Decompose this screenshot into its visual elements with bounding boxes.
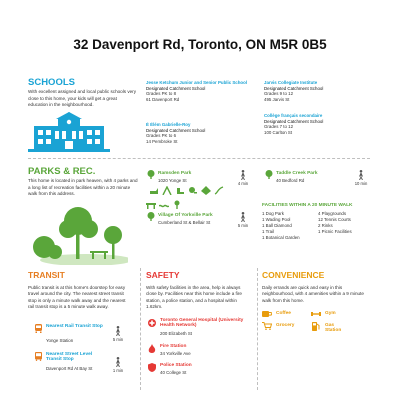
page-title: 32 Davenport Rd, Toronto, ON M5R 0B5	[73, 37, 327, 52]
amenity-name[interactable]: Gas Station	[325, 323, 342, 333]
facility-item: 4 Playgrounds	[318, 211, 347, 216]
school-designation: Designated Catchment School	[146, 85, 206, 91]
coffee-icon	[262, 310, 272, 318]
school-building-icon	[28, 112, 110, 152]
school-designation: Designated Catchment School	[264, 118, 324, 124]
school-address: 495 Jarvis St	[264, 96, 290, 102]
facility-item: 1 Botanical Garden	[262, 235, 300, 240]
school-name: Collège français secondaire	[264, 113, 323, 118]
walk-time	[236, 170, 250, 186]
walking-person-icon	[115, 357, 121, 367]
school-item	[146, 122, 264, 144]
facility-item: 1 Trail	[262, 229, 274, 234]
park-trees-icon	[28, 205, 128, 265]
park-name[interactable]: Taddle Creek Park	[276, 171, 318, 176]
safety-description: With safety facilities in the area, help is always close by. Facilities near this home include a fire station, a police station, and a hospital within 1.62km.	[146, 285, 242, 309]
transit-stop-name[interactable]: Nearest Street Level Transit Stop	[46, 352, 93, 362]
fire-station-icon	[148, 344, 156, 353]
school-address: 14 Pembroke St	[146, 138, 178, 144]
amenity-name[interactable]: Grocery	[276, 323, 295, 328]
safety-heading: SAFETY	[146, 270, 180, 280]
walk-time	[236, 212, 250, 228]
walk-time	[110, 326, 126, 342]
walk-time-label: 10 min	[354, 181, 368, 186]
facility-item: 2 Rinks	[318, 223, 333, 228]
tennis-icon	[188, 186, 198, 195]
section-divider	[28, 158, 370, 159]
facilities-list-left	[262, 211, 300, 241]
park-address: Cumberland St & Bellair St	[158, 220, 211, 225]
garden-icon	[172, 200, 182, 209]
walking-person-icon	[115, 326, 121, 336]
school-item	[146, 80, 264, 102]
column-divider	[140, 268, 141, 390]
amenity-name[interactable]: Gym	[325, 311, 336, 316]
school-name: Jesse Ketchum Junior and Senior Public School	[146, 80, 248, 85]
facility-item: 1 Wading Pool	[262, 217, 291, 222]
park-address: 1020 Yonge St	[158, 178, 187, 183]
safety-facility-address: 34 Yorkville Ave	[160, 351, 191, 356]
school-name: É Élém Gabrielle-Roy	[146, 122, 191, 127]
bench-icon	[146, 200, 156, 209]
gym-dumbbell-icon	[311, 310, 321, 318]
facility-item: 1 Picnic Facilities	[318, 229, 352, 234]
safety-facility-address: 40 College St	[160, 370, 187, 375]
train-icon	[34, 324, 43, 333]
facility-item: 12 Tennis Courts	[318, 217, 351, 222]
facilities-heading: FACILITIES WITHIN A 20 MINUTE WALK	[262, 203, 353, 208]
rink-icon	[175, 186, 185, 195]
facility-item: 1 Dog Park	[262, 211, 284, 216]
dog-park-icon	[149, 186, 159, 195]
school-item	[264, 113, 374, 135]
school-grades: Grades PK to 8	[146, 91, 177, 97]
tree-icon	[146, 170, 156, 179]
walk-time-label: 5 min	[112, 337, 124, 342]
walk-time	[352, 170, 370, 186]
facility-item: 1 Ball Diamond	[262, 223, 292, 228]
transit-stop-address: Yonge Station	[46, 338, 74, 343]
walking-person-icon	[358, 170, 364, 180]
park-name[interactable]: Ramsden Park	[158, 171, 192, 176]
park-name[interactable]: Village Of Yorkville Park	[158, 213, 213, 218]
transit-stop-name[interactable]: Nearest Rail Transit Stop	[46, 324, 103, 329]
walking-person-icon	[240, 170, 246, 180]
tree-icon	[264, 170, 274, 179]
hospital-icon	[148, 319, 156, 327]
walk-time-label: 5 min	[237, 223, 249, 228]
police-badge-icon	[148, 363, 156, 372]
park-address: 40 Bedford Rd	[276, 178, 305, 183]
safety-facility-name[interactable]: Fire Station	[160, 344, 187, 349]
parks-heading: PARKS & REC.	[28, 166, 96, 177]
school-item	[264, 80, 374, 102]
park-amenity-icons	[146, 200, 182, 209]
trail-icon	[214, 186, 224, 195]
convenience-description: Daily errands are quick and easy in this neighbourhood, with 4 amenities within a 9 minute walk from this home.	[262, 285, 364, 303]
school-grades: Grades 9 to 12	[264, 91, 294, 97]
convenience-heading: CONVENIENCE	[262, 270, 325, 280]
amenity-name[interactable]: Coffee	[276, 311, 291, 316]
gas-pump-icon	[311, 322, 321, 331]
ball-diamond-icon	[201, 186, 211, 195]
school-address: 100 Carlton St	[264, 129, 293, 135]
walk-time-label: 4 min	[237, 181, 249, 186]
school-name: Jarvis Collegiate Institute	[264, 80, 318, 85]
transit-description: Public transit is at this home's doorstep for easy travel around the city. The nearest street transit stop is only a minute walk away and the nearest rail transit stop is a 5 minute walk away.	[28, 285, 126, 309]
schools-description: With excellent assigned and local public schools very close to this home, your kids will get a great education in the neighbourhood.	[28, 89, 137, 107]
column-divider	[257, 268, 258, 390]
tree-icon	[146, 212, 156, 221]
parks-description: This home is located in park heaven, with 4 parks and a long list of recreation facilities within a 20 minute walk from this address.	[28, 178, 138, 196]
walking-person-icon	[240, 212, 246, 222]
safety-facility-name[interactable]: Police Station	[160, 363, 192, 368]
wading-pool-icon	[159, 200, 169, 209]
walk-time	[110, 357, 126, 373]
school-grades: Grades 7 to 12	[264, 124, 294, 130]
schools-heading: SCHOOLS	[28, 77, 75, 88]
park-amenity-icons	[149, 186, 224, 195]
safety-facility-address: 200 Elizabeth St	[160, 331, 192, 336]
bus-icon	[34, 352, 43, 361]
walk-time-label: 1 min	[112, 368, 124, 373]
safety-facility-name[interactable]: Toronto General Hospital (University Health Network)	[160, 318, 244, 328]
grocery-cart-icon	[262, 322, 272, 330]
school-grades: Grades PK to 6	[146, 133, 177, 139]
transit-heading: TRANSIT	[28, 270, 65, 280]
transit-stop-address: Davenport Rd At Bay St	[46, 366, 93, 371]
school-designation: Designated Catchment School	[146, 127, 206, 133]
school-designation: Designated Catchment School	[264, 85, 324, 91]
school-address: 61 Davenport Rd	[146, 96, 180, 102]
playground-icon	[162, 186, 172, 195]
facilities-list-right	[318, 211, 352, 235]
